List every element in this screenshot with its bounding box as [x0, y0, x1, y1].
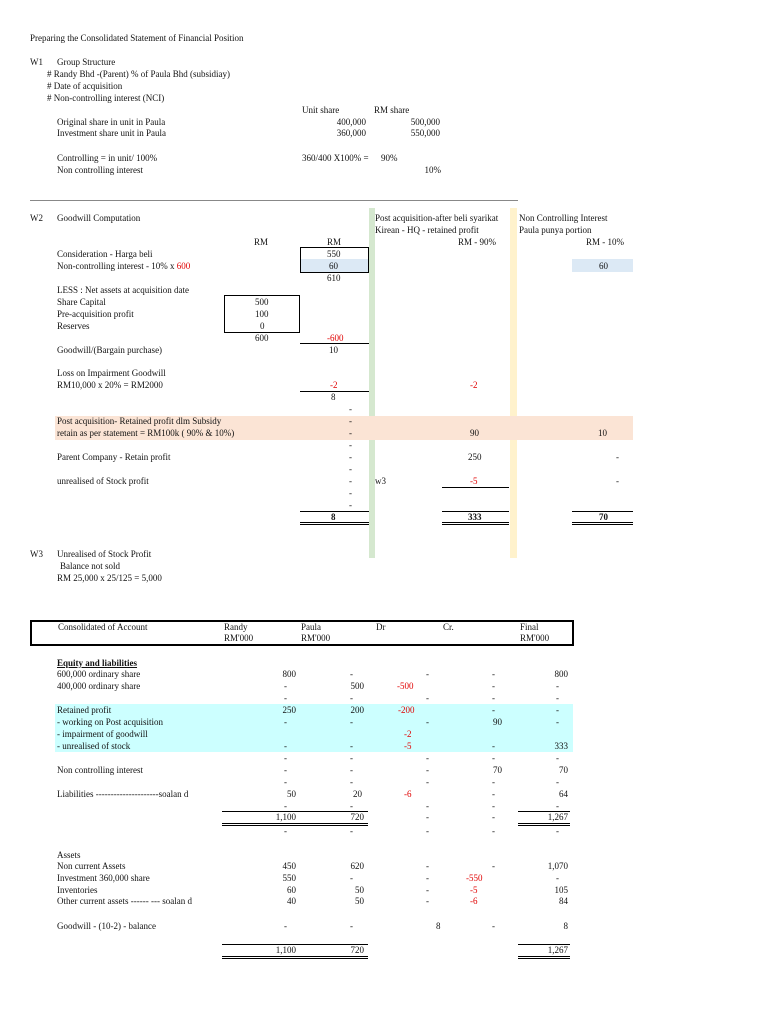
table-cell: - — [426, 753, 429, 763]
w3-line: RM 25,000 x 25/125 = 5,000 — [57, 573, 162, 583]
table-cell: - — [284, 681, 287, 691]
dash: - — [349, 476, 352, 486]
table-cell: - — [492, 801, 495, 811]
table-cell: - — [426, 717, 429, 727]
table-subheader: RM'000 — [301, 633, 331, 643]
dash: - — [349, 440, 352, 450]
table-cell: - — [284, 801, 287, 811]
controlling-label: Controlling = in unit/ 100% — [57, 153, 158, 163]
post-acq-heading: Kirean - HQ - retained profit — [375, 225, 479, 235]
total-post: 333 — [468, 512, 482, 522]
table-cell: - — [350, 717, 353, 727]
post-col-header: RM - 90% — [458, 237, 496, 247]
w1-row-rm: 550,000 — [410, 128, 440, 138]
w1-row-unit: 360,000 — [336, 128, 366, 138]
page-title: Preparing the Consolidated Statement of Financial Position — [30, 33, 244, 43]
table-cell: - — [492, 789, 495, 799]
w1-heading: Group Structure — [57, 57, 116, 67]
table-cell: 50 — [355, 896, 364, 906]
table-cell: - — [492, 777, 495, 787]
nci-row-label: Non-controlling interest - 10% x 600 — [57, 261, 191, 271]
table-cell: - — [556, 826, 559, 836]
table-cell: - — [426, 812, 429, 822]
post-row-label: Post acquisition- Retained profit dlm Subsidy — [57, 416, 222, 426]
total-nci: 70 — [599, 512, 608, 522]
reserves-label: Reserves — [57, 321, 90, 331]
table-cell: - — [426, 669, 429, 679]
table-cell: 70 — [493, 765, 502, 775]
total-double-line — [518, 823, 570, 826]
table-row: Investment 360,000 share — [57, 873, 150, 883]
total-double-line — [442, 522, 509, 525]
table-cell: -550 — [466, 873, 483, 883]
dash: - — [349, 404, 352, 414]
total-double-line — [222, 956, 368, 959]
table-cell: - — [284, 753, 287, 763]
table-cell: 90 — [493, 717, 502, 727]
dash: - — [349, 428, 352, 438]
table-cell: 60 — [287, 885, 296, 895]
nci-label: Non controlling interest — [57, 165, 143, 175]
table-cell: -500 — [397, 681, 414, 691]
controlling-value: 90% — [381, 153, 398, 163]
rm-col-header: RM — [254, 237, 269, 247]
consideration-value: 550 — [327, 249, 341, 259]
loss-label: Loss on Impairment Goodwill — [57, 368, 166, 378]
table-header: Paula — [301, 622, 321, 632]
net-total-neg: -600 — [327, 333, 344, 343]
table-row: Other current assets ------ --- soalan d — [57, 896, 192, 906]
post-row-label: retain as per statement = RM100k ( 90% & 10%) — [57, 428, 235, 438]
nci-heading: Non Controlling Interest — [519, 213, 608, 223]
table-cell: - — [556, 681, 559, 691]
table-cell: - — [492, 681, 495, 691]
table-cell: - — [426, 861, 429, 871]
table-row: Non controlling interest — [57, 765, 143, 775]
total-goodwill: 8 — [331, 512, 336, 522]
less-label: LESS : Net assets at acquisition date — [57, 285, 189, 295]
table-row: Goodwill - (10-2) - balance — [57, 921, 156, 931]
table-row: - working on Post acquisition — [57, 717, 163, 727]
table-cell: 40 — [287, 896, 296, 906]
table-header: Final — [520, 622, 539, 632]
table-cell: 250 — [282, 705, 296, 715]
assets-total-randy: 1,100 — [275, 945, 296, 955]
table-cell: 64 — [559, 789, 568, 799]
dash: - — [349, 464, 352, 474]
table-cell: - — [350, 873, 353, 883]
table-cell: - — [350, 753, 353, 763]
table-cell: 70 — [559, 765, 568, 775]
table-cell: -6 — [470, 896, 478, 906]
w2-heading: Goodwill Computation — [57, 213, 141, 223]
table-cell: -5 — [470, 885, 478, 895]
table-cell: - — [492, 921, 495, 931]
table-cell: - — [350, 801, 353, 811]
table-cell: - — [350, 826, 353, 836]
table-cell: - — [426, 826, 429, 836]
equity-total-final: 1,267 — [547, 812, 568, 822]
unreal-line — [442, 487, 509, 488]
table-row: Non current Assets — [57, 861, 126, 871]
post-row-nci: 10 — [598, 428, 607, 438]
assets-heading: Assets — [57, 850, 81, 860]
dash: - — [349, 488, 352, 498]
goodwill-line — [300, 343, 369, 344]
table-cell: - — [492, 669, 495, 679]
table-cell: - — [492, 812, 495, 822]
assets-total-final: 1,267 — [547, 945, 568, 955]
goodwill-label: Goodwill/(Bargain purchase) — [57, 345, 163, 355]
w3-label: W3 — [30, 549, 43, 559]
table-cell: 800 — [282, 669, 296, 679]
table-cell: - — [556, 801, 559, 811]
table-cell: - — [284, 777, 287, 787]
table-cell: - — [492, 826, 495, 836]
dash: - — [349, 500, 352, 510]
table-cell: -5 — [404, 741, 412, 751]
table-cell: - — [426, 873, 429, 883]
table-cell: 450 — [282, 861, 296, 871]
table-cell: 200 — [350, 705, 364, 715]
table-cell: - — [492, 861, 495, 871]
table-subheader: RM'000 — [224, 633, 254, 643]
w1-bullet: # Non-controlling interest (NCI) — [47, 93, 165, 103]
table-cell: - — [426, 896, 429, 906]
nci-heading: Paula punya portion — [519, 225, 592, 235]
pre-acq-label: Pre-acquisition profit — [57, 309, 134, 319]
table-cell: 50 — [287, 789, 296, 799]
unreal-label: unrealised of Stock profit — [57, 476, 149, 486]
w3-heading: Unrealised of Stock Profit — [57, 549, 152, 559]
table-cell: - — [556, 717, 559, 727]
table-row: - unrealised of stock — [57, 741, 131, 751]
loss-calc: RM10,000 x 20% = RM2000 — [57, 380, 163, 390]
w2-label: W2 — [30, 213, 43, 223]
table-cell: 105 — [554, 885, 568, 895]
table-cell: - — [284, 921, 287, 931]
w1-bullet: # Randy Bhd -(Parent) % of Paula Bhd (subsidiay) — [47, 69, 230, 79]
table-cell: - — [556, 777, 559, 787]
table-cell: -200 — [398, 705, 415, 715]
goodwill-value: 10 — [329, 345, 338, 355]
table-cell: - — [284, 765, 287, 775]
controlling-calc: 360/400 X100% = — [302, 153, 369, 163]
post-row-post: 90 — [470, 428, 479, 438]
retained-profit-highlight — [55, 704, 573, 752]
nci-band — [510, 208, 517, 558]
nci-row-nci: 60 — [599, 261, 608, 271]
w1-label: W1 — [30, 57, 43, 67]
table-header: Dr — [376, 622, 386, 632]
w3-line: Balance not sold — [60, 561, 120, 571]
parent-label: Parent Company - Retain profit — [57, 452, 171, 462]
pre-acq-value: 100 — [255, 309, 269, 319]
table-cell: - — [492, 741, 495, 751]
table-cell: - — [350, 741, 353, 751]
table-header: Cr. — [443, 622, 454, 632]
nci-col-header: RM - 10% — [586, 237, 624, 247]
table-cell: - — [284, 717, 287, 727]
equity-total-paula: 720 — [350, 812, 364, 822]
consideration-label: Consideration - Harga beli — [57, 249, 153, 259]
nci-row-value: 60 — [329, 261, 338, 271]
table-cell: 550 — [282, 873, 296, 883]
w1-row-rm: 500,000 — [410, 117, 440, 127]
table-cell: 8 — [563, 921, 568, 931]
table-cell: 333 — [554, 741, 568, 751]
table-cell: - — [556, 705, 559, 715]
equity-heading: Equity and liabilities — [57, 658, 138, 668]
nci-value: 10% — [424, 165, 441, 175]
table-cell: - — [350, 777, 353, 787]
table-row: Inventories — [57, 885, 98, 895]
total-double-line — [518, 956, 570, 959]
parent-post: 250 — [468, 452, 482, 462]
table-row: Retained profit — [57, 705, 112, 715]
table-subheader: RM'000 — [520, 633, 550, 643]
w1-col-rm: RM share — [374, 105, 410, 115]
dash: - — [616, 476, 619, 486]
share-capital-value: 500 — [255, 297, 269, 307]
table-cell: - — [426, 885, 429, 895]
w1-row-label: Original share in unit in Paula — [57, 117, 166, 127]
table-row: 400,000 ordinary share — [57, 681, 141, 691]
table-cell: - — [284, 826, 287, 836]
net-total: 600 — [255, 333, 269, 343]
table-cell: - — [284, 693, 287, 703]
table-cell: - — [350, 921, 353, 931]
equity-total-randy: 1,100 — [275, 812, 296, 822]
table-row: Liabilities ---------------------soalan d — [57, 789, 189, 799]
rm-col-header: RM — [327, 237, 342, 247]
table-cell: -6 — [404, 789, 412, 799]
table-header: Randy — [224, 622, 248, 632]
table-cell: - — [556, 753, 559, 763]
table-cell: - — [426, 801, 429, 811]
unreal-post: -5 — [470, 476, 478, 486]
w1-col-unit: Unit share — [302, 105, 340, 115]
dash: - — [349, 452, 352, 462]
w1-bullet: # Date of acquisition — [47, 81, 123, 91]
table-cell: 50 — [355, 885, 364, 895]
table-cell: 800 — [554, 669, 568, 679]
table-cell: 500 — [350, 681, 364, 691]
table-cell: 620 — [350, 861, 364, 871]
table-cell: - — [284, 741, 287, 751]
table-cell: 20 — [353, 789, 362, 799]
table-cell: -2 — [404, 729, 412, 739]
after-loss: 8 — [331, 392, 336, 402]
table-cell: - — [492, 693, 495, 703]
table-cell: - — [426, 777, 429, 787]
assets-total-paula: 720 — [350, 945, 364, 955]
total-double-line — [222, 823, 368, 826]
share-capital-label: Share Capital — [57, 297, 106, 307]
section-divider — [30, 200, 518, 201]
table-cell: 84 — [559, 896, 568, 906]
loss-post: -2 — [470, 380, 478, 390]
table-row: 600,000 ordinary share — [57, 669, 141, 679]
table-cell: - — [492, 705, 495, 715]
post-acq-heading: Post acquisition-after beli syarikat — [375, 213, 499, 223]
table-cell: 1,070 — [547, 861, 568, 871]
table-cell: - — [350, 765, 353, 775]
table-cell: - — [350, 693, 353, 703]
table-cell: - — [492, 753, 495, 763]
w1-row-label: Investment share unit in Paula — [57, 128, 166, 138]
w1-row-unit: 400,000 — [336, 117, 366, 127]
table-cell: - — [556, 693, 559, 703]
total-double-line — [572, 522, 633, 525]
total-double-line — [300, 522, 369, 525]
post-acquisition-band — [369, 208, 375, 558]
table-cell: - — [426, 693, 429, 703]
table-cell: - — [556, 873, 559, 883]
dash: - — [616, 452, 619, 462]
unreal-ref: w3 — [375, 476, 386, 486]
table-cell: 8 — [436, 921, 441, 931]
subtotal: 610 — [327, 273, 341, 283]
reserves-value: 0 — [260, 321, 265, 331]
table-row: - impairment of goodwill — [57, 729, 148, 739]
table-cell: - — [426, 765, 429, 775]
loss-value: -2 — [330, 380, 338, 390]
table-cell: - — [350, 669, 353, 679]
dash: - — [349, 416, 352, 426]
table-header: Consolidated of Account — [58, 622, 148, 632]
